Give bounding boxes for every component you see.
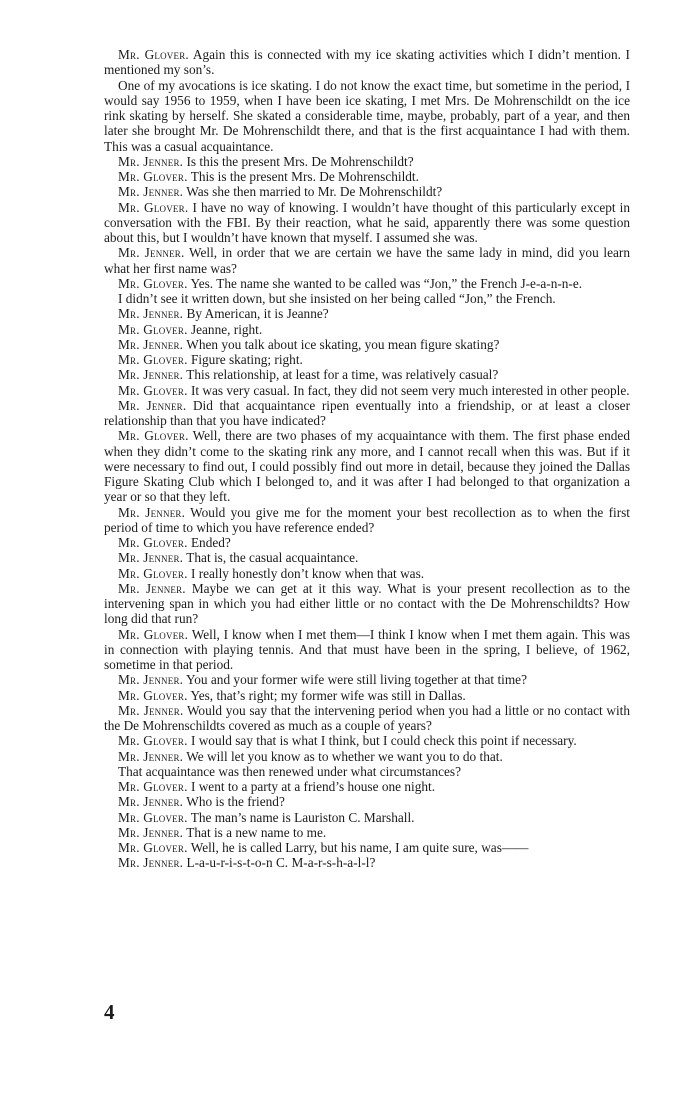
testimony-paragraph [104,322,630,337]
speaker-label: Mr. Jenner. [118,306,184,322]
paragraph-text: Well, he is called Larry, but his name, I am quite sure, was—— [190,840,529,855]
testimony-paragraph [104,779,630,794]
speaker-label: Mr. Jenner. [118,245,185,261]
testimony-paragraph [104,733,630,748]
speaker-label: Mr. Glover. [118,47,189,62]
paragraph-text: By American, it is Jeanne? [186,306,329,322]
testimony-paragraph [104,306,630,321]
testimony-paragraph [104,855,630,870]
speaker-label: Mr. Jenner. [118,397,187,413]
speaker-label: Mr. Glover. [118,321,188,337]
paragraph-text: You and your former wife were still living together at that time? [186,672,527,688]
paragraph-text: Well, I know when I met them—I think I know when I met them again. This was in connection with playing tennis. And that must have been in the spring, I believe, of 1962, sometime in that period. [104,626,630,672]
paragraph-text: This relationship, at least for a time, was relatively casual? [186,367,499,383]
paragraph-text: Is this the present Mrs. De Mohrenschildt? [186,153,414,169]
speaker-label: Mr. Glover. [118,779,188,794]
testimony-paragraph [104,169,630,184]
paragraph-text: I really honestly don’t know when that was. [190,565,425,581]
speaker-label: Mr. Glover. [118,733,188,749]
testimony-paragraph [104,749,630,764]
paragraph-text: When you talk about ice skating, you mean figure skating? [186,336,500,352]
testimony-paragraph [104,703,630,734]
testimony-paragraph [104,550,630,565]
paragraph-text: We will let you know as to whether we want you to do that. [186,748,503,764]
testimony-paragraph [104,810,630,825]
paragraph-text: L-a-u-r-i-s-t-o-n C. M-a-r-s-h-a-l-l? [186,855,376,871]
speaker-label: Mr. Jenner. [118,504,186,520]
speaker-label: Mr. Glover. [118,199,189,215]
speaker-label: Mr. Glover. [118,840,188,855]
testimony-paragraph [104,627,630,673]
speaker-label: Mr. Glover. [118,809,188,825]
paragraph-text: Would you say that the intervening period when you had a little or no contact with the De Mohrenschildts covered as much as a couple of years? [104,702,630,733]
paragraph-text: Was she then married to Mr. De Mohrenschildt? [186,184,443,200]
paragraph-text: I would say that is what I think, but I could check this point if necessary. [190,733,577,749]
speaker-label: Mr. Jenner. [118,367,184,383]
speaker-label: Mr. Jenner. [118,580,186,596]
paragraph-text: Did that acquaintance ripen eventually into a friendship, or at least a closer relationship than that you have indicated? [104,397,631,428]
testimony-paragraph [104,428,630,504]
testimony-paragraph [104,840,630,855]
paragraph-text: Again this is connected with my ice skating activities which I didn’t mention. I mentioned my son’s. [104,47,630,78]
paragraph-text: Well, in order that we are certain we have the same lady in mind, did you learn what her first name was? [104,245,630,276]
testimony-paragraph [104,367,630,382]
testimony-paragraph [104,672,630,687]
paragraph-text: I went to a party at a friend’s house one night. [190,779,436,794]
speaker-label: Mr. Jenner. [118,336,184,352]
paragraph-text: Who is the friend? [186,794,285,810]
speaker-label: Mr. Jenner. [118,672,184,688]
testimony-paragraph [104,581,630,627]
speaker-label: Mr. Jenner. [118,748,184,764]
paragraph-text: I didn’t see it written down, but she insisted on her being called “Jon,” the French. [118,291,556,306]
paragraph-text: Would you give me for the moment your best recollection as to when the first period of time to which you have reference ended? [104,504,630,535]
page-number: 4 [104,1000,115,1024]
testimony-paragraph [104,245,630,276]
paragraph-text: Maybe we can get at it this way. What is your present recollection as to the intervening span in which you had either little or no contact with the De Mohrenschildts? How long did that run? [104,580,631,627]
speaker-label: Mr. Glover. [118,352,188,367]
testimony-text [104,47,630,871]
testimony-paragraph [104,535,630,550]
paragraph-text: The man’s name is Lauriston C. Marshall. [190,809,415,825]
speaker-label: Mr. Jenner. [118,153,184,169]
testimony-paragraph [104,764,630,779]
speaker-label: Mr. Jenner. [118,702,184,718]
paragraph-text: That is a new name to me. [186,824,327,840]
testimony-paragraph [104,352,630,367]
testimony-paragraph [104,154,630,169]
paragraph-text: Figure skating; right. [190,352,303,367]
speaker-label: Mr. Glover. [118,535,188,550]
testimony-paragraph [104,566,630,581]
paragraph-text: One of my avocations is ice skating. I do not know the exact time, but sometime in the period, I would say 1956 to 1959, when I have been ice skating, I met Mrs. De Mohrenschildt on the ice rink skating by herself. She skated a considerable time, maybe, probably, part of a year, and then later she brought Mr. De Mohrenschildt there, and that is the first acquaintance I had with them. This was a casual acquaintance. [104,77,630,154]
paragraph-text: This is the present Mrs. De Mohrenschildt. [190,169,419,184]
paragraph-text: Yes. The name she wanted to be called was “Jon,” the French J-e-a-n-n-e. [190,275,583,291]
speaker-label: Mr. Glover. [118,565,188,581]
speaker-label: Mr. Jenner. [118,184,184,200]
testimony-paragraph [104,398,630,429]
speaker-label: Mr. Glover. [118,169,188,184]
speaker-label: Mr. Jenner. [118,855,184,871]
paragraph-text: Well, there are two phases of my acquaintance with them. The first phase ended when they didn’t come to the skating rink any more, and I cannot recall when this was. But if it were necessary to find out, I could possibly find out more in detail, because they joined the Dallas Figure Skating Club which I belonged to, and it was after I had belonged to that organization a year or so that they left. [104,428,630,505]
testimony-paragraph [104,794,630,809]
testimony-paragraph [104,78,630,154]
testimony-paragraph [104,200,630,246]
speaker-label: Mr. Jenner. [118,550,184,566]
speaker-label: Mr. Jenner. [118,824,184,840]
testimony-paragraph [104,184,630,199]
paragraph-text: Jeanne, right. [190,321,263,337]
testimony-paragraph [104,688,630,703]
paragraph-text: That is, the casual acquaintance. [186,550,359,566]
paragraph-text: I have no way of knowing. I wouldn’t have thought of this particularly except in conversation with the FBI. By their reaction, what he said, apparently there was some question about this, but I wouldn’t have known that myself. I assumed she was. [104,199,630,245]
paragraph-text: That acquaintance was then renewed under what circumstances? [118,763,461,779]
speaker-label: Mr. Glover. [118,382,188,398]
speaker-label: Mr. Glover. [118,687,188,703]
testimony-paragraph [104,47,630,78]
testimony-paragraph [104,276,630,291]
paragraph-text: It was very casual. In fact, they did not seem very much interested in other people. [190,382,630,398]
speaker-label: Mr. Jenner. [118,794,184,810]
testimony-paragraph [104,505,630,536]
testimony-paragraph [104,337,630,352]
testimony-paragraph [104,825,630,840]
speaker-label: Mr. Glover. [118,626,189,642]
testimony-paragraph [104,383,630,398]
paragraph-text: Yes, that’s right; my former wife was still in Dallas. [190,687,466,703]
paragraph-text: Ended? [190,535,231,550]
speaker-label: Mr. Glover. [118,275,188,291]
speaker-label: Mr. Glover. [118,428,189,444]
testimony-paragraph [104,291,630,306]
